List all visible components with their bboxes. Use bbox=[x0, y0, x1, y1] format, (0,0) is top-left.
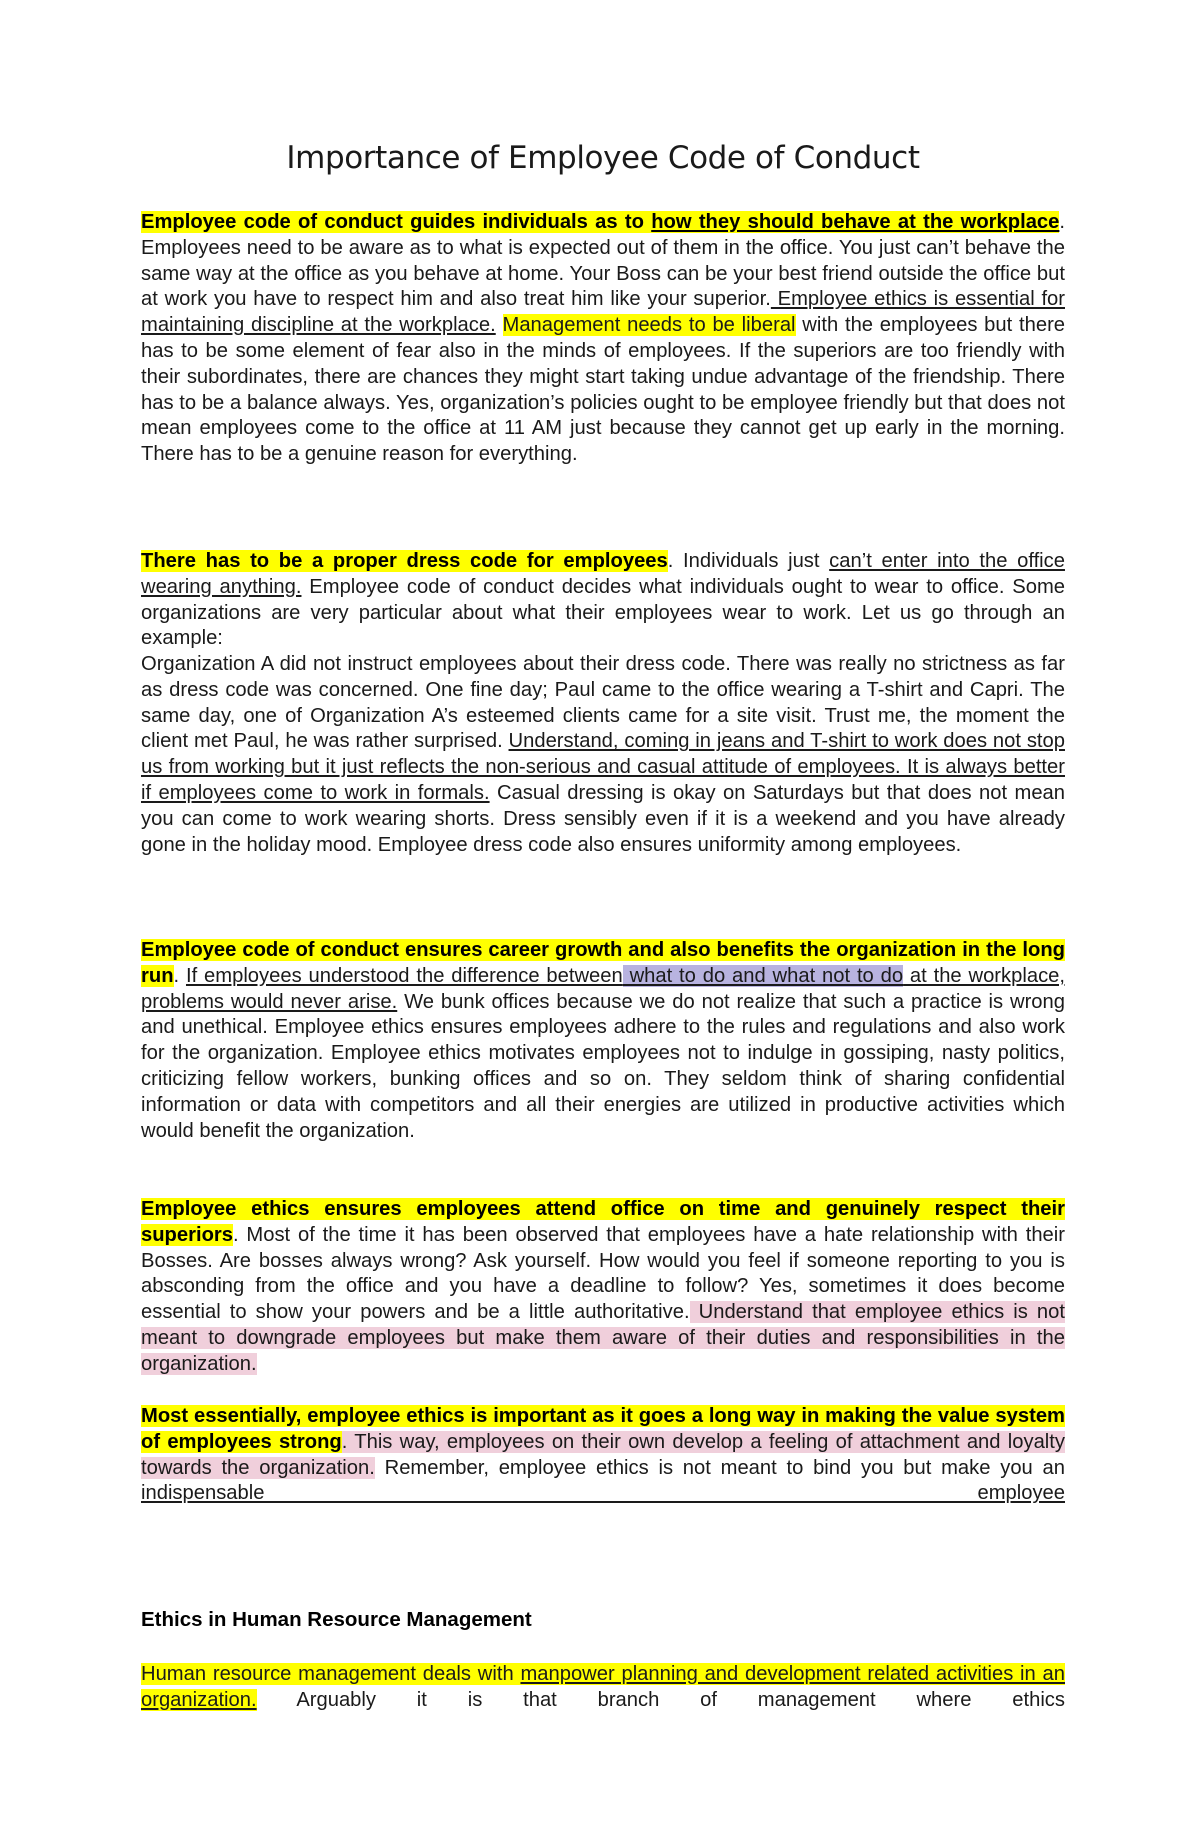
body-text: Arguably it is that branch of management where ethics bbox=[256, 1688, 1065, 1711]
paragraph-code-of-conduct bbox=[141, 210, 1065, 468]
highlight-text: Employee ethics ensures employees attend office on time and genuinely respect their superiors bbox=[141, 1198, 1065, 1246]
body-text: We bunk offices because we do not realize that such a practice is wrong and unethical. Employee ethics ensures employees adhere to the rules and regulations and also work for the organization. Employee ethics motivates employees not to indulge in gossiping, nasty politics, criticizing fellow workers, bunking offices and so on. They seldom think of sharing confidential information or data with competitors and all their energies are utilized in productive activities which would benefit the organization. bbox=[141, 990, 1065, 1142]
body-text: Organization A did not instruct employees about their dress code. There was really no strictness as far as dress code was concerned. One fine day; Paul came to the office wearing a T-shirt and Capri. The same day, one of Organization A’s esteemed clients came for a site visit. Trust me, the moment the client met Paul, he was rather surprised. bbox=[141, 653, 1065, 753]
highlight-text: Employee code of conduct guides individuals as to bbox=[141, 211, 652, 233]
body-text: . bbox=[173, 964, 186, 987]
underline-text: Employee ethics is essential for maintaining discipline at the workplace. bbox=[141, 288, 1065, 337]
highlight-underline-text: how they should behave at the workplace bbox=[651, 211, 1060, 233]
highlight-text: Management needs to be liberal bbox=[502, 314, 796, 337]
pink-highlight-text: Understand that employee ethics is not meant to downgrade employees but make them aware of their duties and responsibilities in the organization. bbox=[141, 1301, 1065, 1375]
paragraph-attend-on-time bbox=[141, 1197, 1065, 1378]
paragraph-dress-code bbox=[141, 549, 1065, 652]
underline-text: can’t enter into the office wearing anything. bbox=[141, 550, 1065, 598]
body-text: Casual dressing is okay on Saturdays but that does not mean you can come to work wearing shorts. Dress sensibly even if it is a weekend and you have already gone in the holiday mood. Employee dress code also ensures uniformity among employees. bbox=[141, 781, 1065, 856]
underline-text: at the workplace, problems would never arise. bbox=[141, 964, 1065, 1013]
paragraph-value-system bbox=[141, 1404, 1065, 1507]
section-heading: Ethics in Human Resource Management bbox=[141, 1608, 532, 1631]
body-text: Employee code of conduct decides what individuals ought to wear to office. Some organizations are very particular about what their employees wear to work. Let us go through an example: bbox=[141, 575, 1065, 650]
body-text: . Individuals just bbox=[667, 550, 830, 572]
highlight-text: Human resource management deals with bbox=[141, 1663, 521, 1685]
body-text: . Employees need to be aware as to what is expected out of them in the office. You just can’t behave the same way at the office as you behave at home. Your Boss can be your best friend outside the office but at work you have to respect him and also treat him like your superior. bbox=[141, 211, 1066, 311]
highlight-text: Employee code of conduct ensures career growth and also benefits the organization in the long run bbox=[141, 939, 1065, 987]
underline-text: indispensable employee bbox=[141, 1482, 1065, 1505]
underline-text: If employees understood the difference between bbox=[185, 964, 623, 987]
highlight-underline-text: manpower planning and development related activities in an organization. bbox=[141, 1663, 1065, 1711]
highlight-text: Most essentially, employee ethics is important as it goes a long way in making the value system of employees strong bbox=[141, 1405, 1065, 1453]
pink-highlight-text: . This way, employees on their own develop a feeling of attachment and loyalty towards the organization. bbox=[141, 1430, 1065, 1479]
paragraph-hrm bbox=[141, 1662, 1065, 1714]
body-text: with the employees but there has to be some element of fear also in the minds of employees. If the superiors are too friendly with their subordinates, there are chances they might start taking undue advantage of the friendship. There has to be a balance always. Yes, organization’s policies ought to be employee friendly but that does not mean employees come to the office at 11 AM just because they cannot get up early in the morning. There has to be a genuine reason for everything. bbox=[141, 314, 1066, 466]
underline-text: Understand, coming in jeans and T-shirt to work does not stop us from working but it just reflects the non-serious and casual attitude of employees. It is always better if employees come to work in formals. bbox=[141, 730, 1065, 804]
body-text bbox=[496, 314, 503, 336]
purple-highlight-text: what to do and what not to do bbox=[622, 964, 904, 987]
body-text: . Most of the time it has been observed that employees have a hate relationship with their Bosses. Are bosses always wrong? Ask yourself. How would you feel if someone reporting to you is absconding from the office and you have a deadline to follow? Yes, sometimes it does become essential to show your powers and be a little authoritative. bbox=[141, 1223, 1065, 1324]
highlight-text: There has to be a proper dress code for employees bbox=[141, 550, 668, 572]
paragraph-career-growth bbox=[141, 938, 1065, 1144]
paragraph-example bbox=[141, 652, 1065, 858]
document-title: Importance of Employee Code of Conduct bbox=[286, 140, 920, 176]
body-text: Remember, employee ethics is not meant to bind you but make you an bbox=[374, 1456, 1065, 1479]
